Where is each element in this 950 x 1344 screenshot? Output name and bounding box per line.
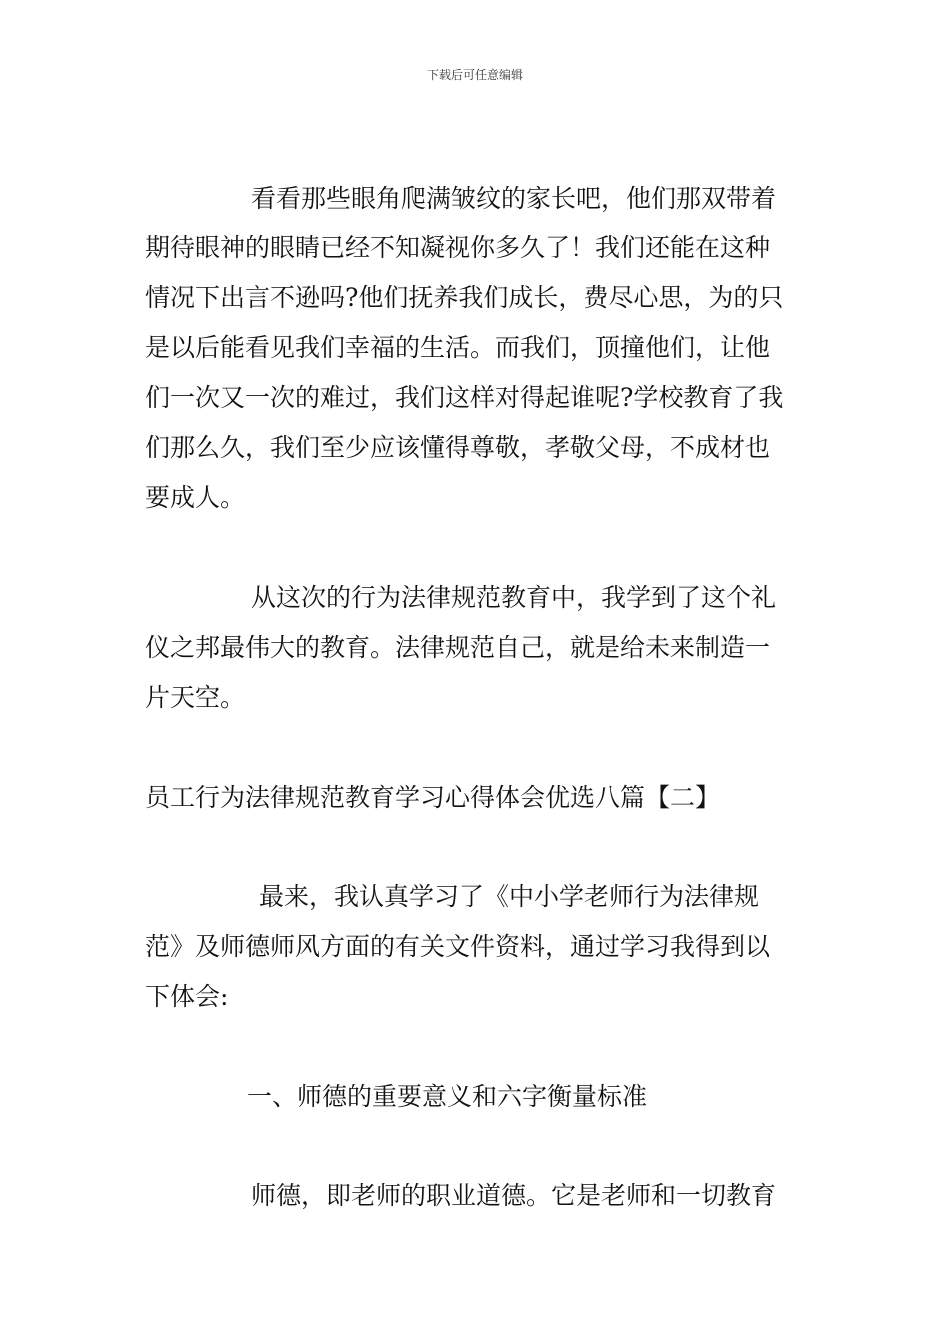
paragraph-line: 期待眼神的眼睛已经不知凝视你多久了！我们还能在这种 xyxy=(145,233,771,262)
paragraph-line: 下体会: xyxy=(145,982,229,1011)
paragraph-line: 仪之邦最伟大的教育。法律规范自己，就是给未来制造一 xyxy=(145,633,771,662)
paragraph-line: 们那么久，我们至少应该懂得尊敬，孝敬父母，不成材也 xyxy=(145,433,771,462)
paragraph-line: 片天空。 xyxy=(145,683,246,712)
header-note: 下载后可任意编辑 xyxy=(426,68,523,82)
paragraph-line: 情况下出言不逊吗?他们抚养我们成长，费尽心思，为的只 xyxy=(145,283,784,312)
paragraph-line: 看看那些眼角爬满皱纹的家长吧，他们那双带着 xyxy=(251,184,777,213)
paragraph-line: 从这次的行为法律规范教育中，我学到了这个礼 xyxy=(251,583,777,612)
paragraph-line: 最来，我认真学习了《中小学老师行为法律规 xyxy=(259,882,760,911)
paragraph-line: 师德，即老师的职业道德。它是老师和一切教育 xyxy=(251,1181,777,1210)
paragraph-line: 是以后能看见我们幸福的生活。而我们，顶撞他们，让他 xyxy=(145,333,771,362)
paragraph-line: 们一次又一次的难过，我们这样对得起谁呢?学校教育了我 xyxy=(145,383,784,412)
subsection-heading: 一、师德的重要意义和六字衡量标准 xyxy=(247,1082,648,1111)
paragraph-line: 范》及师德师风方面的有关文件资料，通过学习我得到以 xyxy=(145,932,771,961)
section-heading: 员工行为法律规范教育学习心得体会优选八篇【二】 xyxy=(145,783,721,812)
paragraph-line: 要成人。 xyxy=(145,483,246,512)
